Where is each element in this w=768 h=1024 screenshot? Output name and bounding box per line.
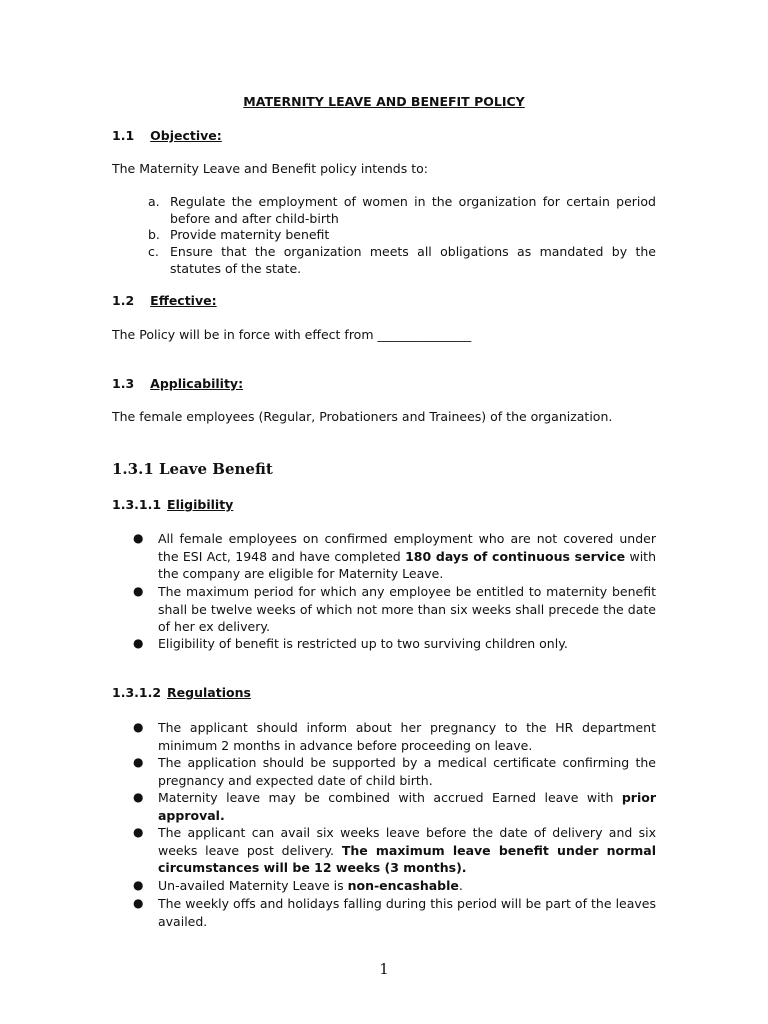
regulations-bullet-4: The applicant can avail six weeks leave before the date of delivery and six weeks leave post delivery. The maximum leave benefit under normal circumstances will be 12 weeks (3 months). xyxy=(158,825,656,875)
section-label: Effective: xyxy=(150,293,217,308)
section-label: Regulations xyxy=(167,685,251,700)
list-item: Regulate the employment of women in the organization for certain period before and after child-birth xyxy=(170,194,656,226)
eligibility-bullet-3: Eligibility of benefit is restricted up to two surviving children only. xyxy=(158,636,568,651)
section-number: 1.3.1.1 xyxy=(112,497,162,512)
section-1-1-heading xyxy=(112,128,222,143)
bullet-icon: ● xyxy=(133,584,144,598)
bullet-icon: ● xyxy=(133,790,144,804)
leave-benefit-heading: 1.3.1 Leave Benefit xyxy=(112,460,273,478)
regulations-bullet-3: Maternity leave may be combined with accrued Earned leave with prior approval. xyxy=(158,790,656,823)
section-label: Objective: xyxy=(150,128,222,143)
section-number: 1.2 xyxy=(112,293,135,308)
page-number: 1 xyxy=(379,960,389,978)
bullet-icon: ● xyxy=(133,531,144,545)
section-label: Eligibility xyxy=(167,497,234,512)
section-number: 1.1 xyxy=(112,128,135,143)
eligibility-heading xyxy=(112,497,233,512)
section-number: 1.3.1.2 xyxy=(112,685,162,700)
bullet-icon: ● xyxy=(133,878,144,892)
list-marker: a. xyxy=(148,194,160,209)
bullet-icon: ● xyxy=(133,755,144,769)
bullet-icon: ● xyxy=(133,825,144,839)
regulations-heading xyxy=(112,685,251,700)
section-number: 1.3 xyxy=(112,376,135,391)
section-1-2-heading xyxy=(112,293,217,308)
regulations-bullet-5: Un-availed Maternity Leave is non-encashable. xyxy=(158,878,463,893)
section-1-3-heading xyxy=(112,376,243,391)
effective-text: The Policy will be in force with effect from _______________ xyxy=(112,327,472,342)
section-label: Applicability: xyxy=(150,376,244,391)
applicability-text: The female employees (Regular, Probationers and Trainees) of the organization. xyxy=(112,409,613,424)
list-marker: b. xyxy=(148,227,160,242)
list-item: Ensure that the organization meets all obligations as mandated by the statutes of the state. xyxy=(170,244,656,276)
regulations-bullet-6: The weekly offs and holidays falling during this period will be part of the leaves availed. xyxy=(158,896,656,929)
regulations-bullet-2: The application should be supported by a medical certificate confirming the pregnancy and expected date of child birth. xyxy=(158,755,656,788)
bullet-icon: ● xyxy=(133,720,144,734)
document-title: MATERNITY LEAVE AND BENEFIT POLICY xyxy=(243,94,525,109)
bullet-icon: ● xyxy=(133,896,144,910)
bullet-icon: ● xyxy=(133,636,144,650)
eligibility-bullet-2: The maximum period for which any employee be entitled to maternity benefit shall be twelve weeks of which not more than six weeks shall precede the date of her ex delivery. xyxy=(158,584,656,634)
list-marker: c. xyxy=(148,244,159,259)
regulations-bullet-1: The applicant should inform about her pregnancy to the HR department minimum 2 months in advance before proceeding on leave. xyxy=(158,720,656,753)
objective-intro: The Maternity Leave and Benefit policy intends to: xyxy=(112,161,428,176)
eligibility-bullet-1: All female employees on confirmed employment who are not covered under the ESI Act, 1948 and have completed 180 days of continuous service with the company are eligible for Maternity Leave. xyxy=(158,531,656,581)
list-item: Provide maternity benefit xyxy=(170,227,330,242)
